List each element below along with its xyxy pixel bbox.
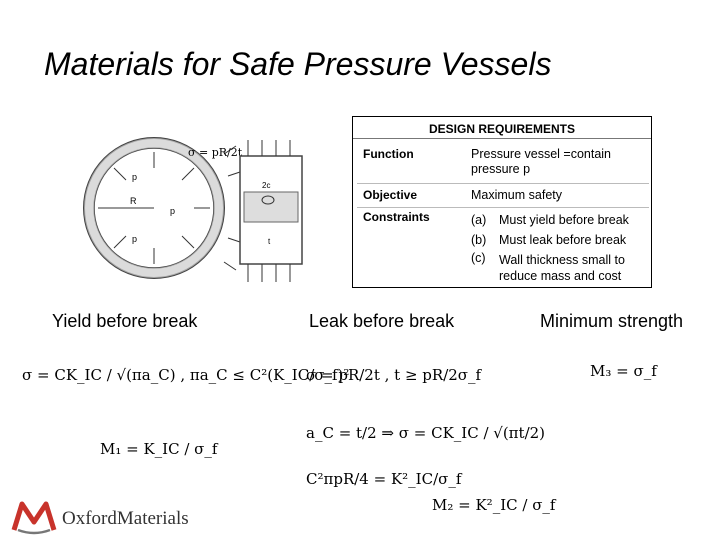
oxford-materials-logo-icon — [10, 496, 60, 536]
requirement-key: Objective — [363, 188, 418, 202]
equation-m2: M₂ = K²_IC / σ_f — [432, 496, 556, 514]
constraint-item: (b) Must leak before break — [471, 233, 627, 247]
constraint-item: (c) Wall thickness small to reduce mass and cost — [471, 251, 625, 283]
label-p-3: p — [170, 206, 176, 216]
equation-m3: M₃ = σ_f — [590, 362, 657, 380]
requirement-key: Function — [363, 147, 414, 161]
equation-leak-2: a_C = t/2 ⇒ σ = CK_IC / √(πt/2) — [306, 424, 546, 442]
constraint-item: (a) Must yield before break — [471, 213, 629, 227]
requirement-value: Pressure vessel =contain pressure p — [471, 147, 612, 176]
row-divider — [357, 207, 649, 208]
logo-text: OxfordMaterials — [62, 508, 189, 529]
caption-minimum-strength: Minimum strength — [540, 311, 684, 331]
row-divider — [357, 183, 649, 184]
requirement-value: Maximum safety — [471, 188, 562, 202]
stress-formula: σ = pR/2t — [188, 146, 243, 159]
label-t: t — [268, 237, 271, 246]
label-p-2: p — [132, 234, 138, 244]
constraints-list — [471, 210, 651, 284]
caption-leak-before-break: Leak before break — [309, 311, 455, 331]
label-r: R — [130, 196, 137, 206]
requirements-heading: DESIGN REQUIREMENTS — [353, 117, 651, 139]
pressure-vessel-diagram — [72, 132, 342, 302]
caption-yield-before-break: Yield before break — [52, 311, 198, 331]
equation-leak-3: C²πpR/4 = K²_IC/σ_f — [306, 470, 462, 488]
label-2c: 2c — [262, 181, 271, 190]
equation-leak-1: σ = pR/2t , t ≥ pR/2σ_f — [306, 366, 482, 384]
equation-m1: M₁ = K_IC / σ_f — [100, 440, 218, 458]
slide-title: Materials for Safe Pressure Vessels — [44, 46, 552, 82]
label-p-1: p — [132, 172, 138, 182]
equation-yield-1: σ = CK_IC / √(πa_C) , πa_C ≤ C²(K_IC/σ_f)² — [22, 366, 350, 384]
design-requirements-table — [352, 116, 652, 288]
requirement-key: Constraints — [363, 210, 430, 224]
